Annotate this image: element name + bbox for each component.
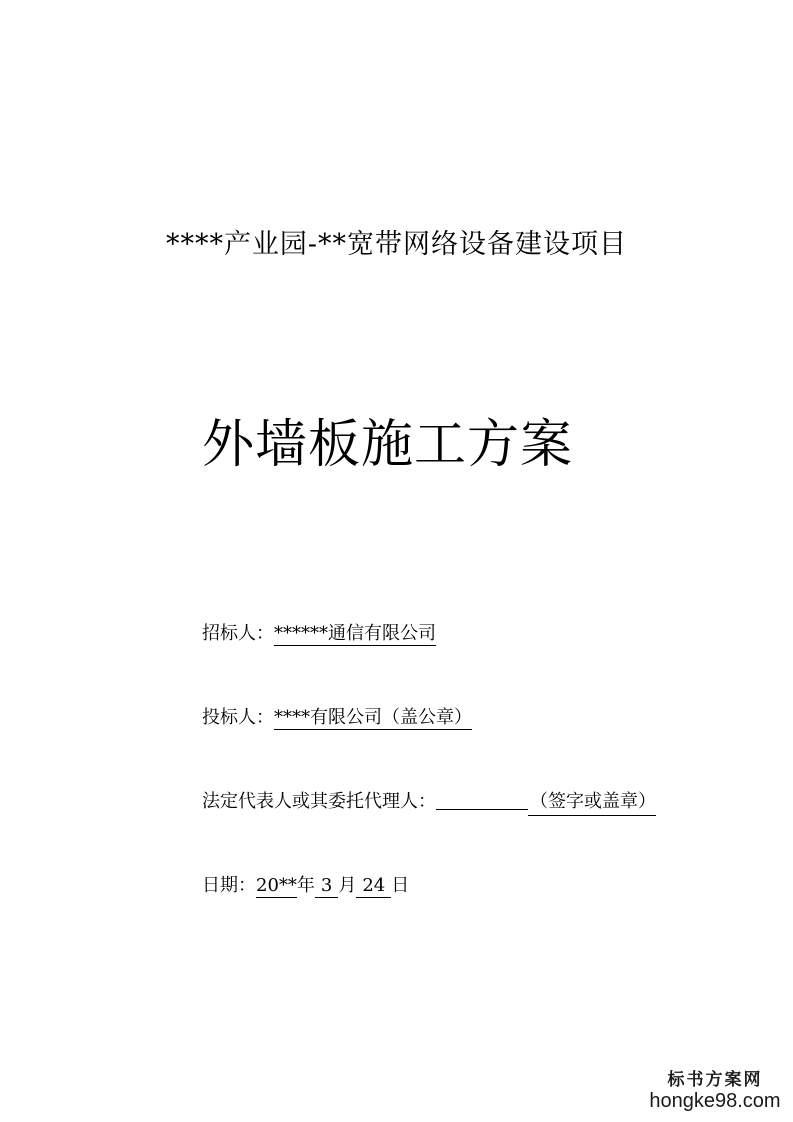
watermark-cn-text: 标书方案网 [667,1070,763,1090]
date-year: 20** [256,875,297,896]
representative-field [202,790,656,816]
representative-label: 法定代表人或其委托代理人： [202,791,436,812]
representative-signature-blank [436,791,528,810]
date-month-unit: 月 [338,875,357,896]
date-day: 24 [356,875,391,898]
date-label: 日期： [202,875,256,896]
bidder-field [202,706,472,730]
tenderer-value: ******通信有限公司 [274,623,436,644]
date-year-unit: 年 [296,875,315,896]
date-day-unit: 日 [391,875,410,896]
representative-note: （签字或盖章） [528,790,656,816]
site-watermark [645,1070,785,1112]
tenderer-field [202,622,436,646]
watermark-url-text: hongke98.com [649,1090,781,1112]
date-field [202,874,409,898]
document-title: 外墙板施工方案 [202,415,574,475]
bidder-label: 投标人： [202,707,274,728]
project-title: ****产业园-**宽带网络设备建设项目 [165,229,628,260]
bidder-value: ****有限公司（盖公章） [274,707,472,728]
tenderer-label: 招标人： [202,623,274,644]
date-month: 3 [315,875,338,898]
